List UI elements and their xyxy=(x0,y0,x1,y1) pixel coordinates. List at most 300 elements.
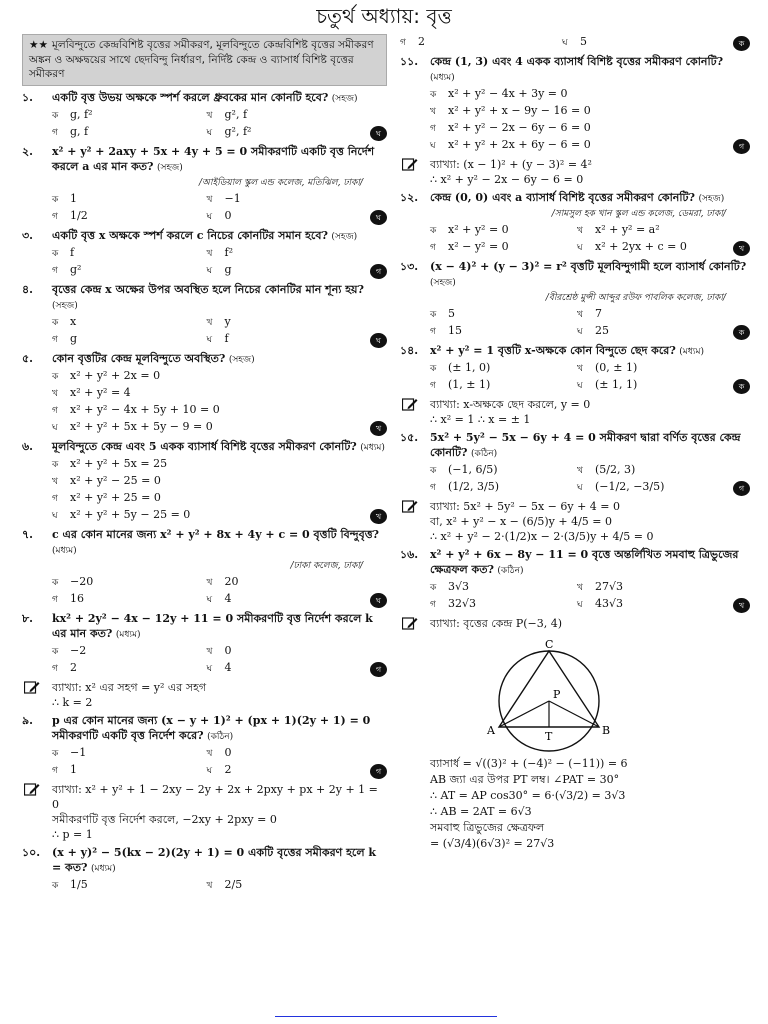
option-item[interactable] xyxy=(207,107,362,124)
question-item xyxy=(22,713,387,779)
question-text: বৃত্তের কেন্দ্র x অক্ষের উপর অবস্থিত হলে নিচের কোনটির মান শূন্য হয়? xyxy=(52,282,364,296)
option-item[interactable] xyxy=(207,208,362,225)
source-citation: /সামসুল হক খান স্কুল এন্ড কলেজ, ডেমরা, ঢাকা/ xyxy=(551,209,726,219)
answer-badge: গ xyxy=(370,764,387,779)
explanation-line: ব্যাখ্যা: x² + y² + 1 − 2xy − 2y + 2x + 2pxy + px + 2y + 1 = 0 xyxy=(52,782,378,811)
option-item[interactable] xyxy=(430,103,724,120)
option-text: −1 xyxy=(70,745,87,759)
question-item xyxy=(22,144,387,225)
option-text: x² + y² = a² xyxy=(595,223,660,236)
question-number: ১০. xyxy=(22,845,41,859)
option-text: g, f xyxy=(70,124,89,138)
options-group xyxy=(52,245,387,279)
option-item[interactable] xyxy=(577,306,724,323)
option-item[interactable] xyxy=(52,107,207,124)
options-group xyxy=(52,107,387,141)
question-text: (x − 4)² + (y − 3)² = r² বৃত্তটি মূলবিন্দুগামী হলে ব্যাসার্ধ কোনটি? xyxy=(430,260,747,273)
option-text: −20 xyxy=(70,574,94,588)
option-item[interactable] xyxy=(430,377,577,394)
option-item[interactable] xyxy=(207,574,362,591)
option-item[interactable] xyxy=(577,479,724,496)
pen-note-icon xyxy=(402,398,418,411)
option-text: f xyxy=(70,245,75,259)
option-item[interactable] xyxy=(207,124,362,141)
difficulty-tag: (সহজ) xyxy=(52,300,78,311)
label-a: A xyxy=(487,724,495,737)
options-group xyxy=(52,191,387,225)
question-number: ৫. xyxy=(22,351,33,365)
option-letter: ক xyxy=(430,364,437,374)
option-item[interactable] xyxy=(207,191,362,208)
option-text: 32√3 xyxy=(448,597,477,610)
question-number: ৬. xyxy=(22,439,33,453)
option-letter: খ xyxy=(577,583,583,593)
options-group xyxy=(430,462,750,496)
option-item[interactable] xyxy=(577,377,724,394)
option-text: x² + y² + 5x = 25 xyxy=(70,456,168,470)
option-item[interactable] xyxy=(577,222,724,239)
option-letter: ক xyxy=(52,459,59,470)
difficulty-tag: (মধ্যম) xyxy=(52,545,77,556)
explanation-block xyxy=(400,397,750,427)
option-text: y xyxy=(224,314,231,328)
option-letter: খ xyxy=(206,748,213,759)
explanation-line: ব্যাখ্যা: বৃত্তের কেন্দ্র P(−3, 4) xyxy=(430,617,563,630)
option-item[interactable] xyxy=(207,762,362,779)
option-text: (−1, 6/5) xyxy=(448,463,498,476)
explanation-line: সমীকরণটি বৃত্ত নির্দেশ করলে, −2xy + 2pxy = 0 xyxy=(52,812,277,826)
option-letter: ক xyxy=(430,310,437,320)
explanation-block xyxy=(400,616,750,631)
option-letter: খ xyxy=(206,880,213,891)
explanation-line: = (√3/4)(6√3)² = 27√3 xyxy=(430,837,555,850)
label-t: T xyxy=(545,730,553,743)
options-group xyxy=(52,456,387,524)
option-item[interactable] xyxy=(430,479,577,496)
options-group xyxy=(430,360,750,394)
option-item[interactable] xyxy=(430,462,577,479)
option-letter: গ xyxy=(52,663,58,674)
option-text: 27√3 xyxy=(595,580,624,593)
option-letter: খ xyxy=(577,310,583,320)
option-item[interactable] xyxy=(430,239,577,256)
pen-note-icon xyxy=(402,500,418,513)
option-letter: ঘ xyxy=(577,381,583,391)
option-text: x² + 2yx + c = 0 xyxy=(595,240,687,253)
option-letter: ঘ xyxy=(206,594,213,605)
question-number: ১২. xyxy=(400,191,419,204)
option-text: (5/2, 3) xyxy=(595,463,636,476)
options-group xyxy=(52,643,387,677)
option-letter: ঘ xyxy=(206,265,213,276)
option-letter: খ xyxy=(577,364,583,374)
option-item[interactable] xyxy=(430,323,577,340)
option-text: f xyxy=(224,331,229,345)
option-text: x² + y² + x − 9y − 16 = 0 xyxy=(448,104,591,117)
option-text: (−1/2, −3/5) xyxy=(595,480,665,493)
question-item xyxy=(400,190,750,256)
options-group xyxy=(430,86,750,154)
explanation-line: ব্যাসার্ধ = √((3)² + (−4)² − (−11)) = 6 xyxy=(430,757,628,770)
option-letter: গ xyxy=(52,765,58,776)
option-item[interactable] xyxy=(52,507,361,524)
option-item[interactable] xyxy=(430,360,577,377)
option-item[interactable] xyxy=(207,314,362,331)
question-number: ১১. xyxy=(400,55,419,68)
question-text: (x + y)² − 5(kx − 2)(2y + 1) = 0 একটি বৃত্তের সমীকরণ হলে k = কত? xyxy=(52,845,376,874)
option-item[interactable] xyxy=(52,124,207,141)
option-text: g², f xyxy=(224,107,248,121)
option-text: 1 xyxy=(70,191,77,205)
pen-note-icon xyxy=(24,681,40,694)
option-letter: গ xyxy=(52,493,58,504)
option-text: (1, ± 1) xyxy=(448,378,491,391)
option-text: (± 1, 0) xyxy=(448,361,491,374)
option-letter: ঘ xyxy=(577,483,583,493)
segment-pa xyxy=(499,701,549,727)
question-text: p এর কোন মানের জন্য (x − y + 1)² + (px + 1)(2y + 1) = 0 সমীকরণটি একটি বৃত্ত নির্দেশ করে? xyxy=(52,713,371,742)
question-item xyxy=(400,343,750,394)
option-letter: ঘ xyxy=(562,38,568,48)
option-letter: গ xyxy=(430,483,436,493)
explanation-line: ∴ AB = 2AT = 6√3 xyxy=(430,805,532,818)
options-group xyxy=(52,314,387,348)
option-item[interactable] xyxy=(430,86,724,103)
option-letter: ঘ xyxy=(577,600,583,610)
option-item[interactable] xyxy=(430,306,577,323)
question-number: ৪. xyxy=(22,282,33,296)
option-item[interactable] xyxy=(430,120,724,137)
option-item[interactable] xyxy=(577,239,724,256)
question-text: মূলবিন্দুতে কেন্দ্র এবং 5 একক ব্যাসার্ধ বিশিষ্ট বৃত্তের সমীকরণ কোনটি? xyxy=(52,439,357,453)
option-text: x² + y² = 0 xyxy=(448,223,509,236)
option-item[interactable] xyxy=(52,456,361,473)
option-letter: গ xyxy=(52,594,58,605)
option-letter: গ xyxy=(52,334,58,345)
option-letter: ক xyxy=(52,194,59,205)
option-item[interactable] xyxy=(207,660,362,677)
option-letter: ঘ xyxy=(206,127,213,138)
question-text: একটি বৃত্ত x অক্ষকে স্পর্শ করলে c নিচের কোনটির সমান হবে? xyxy=(52,228,328,242)
option-item[interactable] xyxy=(52,490,361,507)
question-number: ৩. xyxy=(22,228,33,242)
question-item xyxy=(22,351,387,436)
continued-options xyxy=(400,34,750,51)
answer-badge: খ xyxy=(733,241,750,256)
option-letter: গ xyxy=(430,327,436,337)
option-letter: খ xyxy=(430,107,436,117)
options-group xyxy=(52,745,387,779)
option-text: x² + y² − 25 = 0 xyxy=(70,473,161,487)
explanation-line: ∴ AT = AP cos30° = 6·(√3/2) = 3√3 xyxy=(430,789,626,802)
option-letter: ক xyxy=(52,880,59,891)
option-item[interactable] xyxy=(52,643,207,660)
option-item[interactable] xyxy=(562,34,724,51)
options-group xyxy=(430,306,750,340)
explanation-line: ∴ k = 2 xyxy=(52,695,93,709)
option-text: x² + y² = 4 xyxy=(70,385,131,399)
answer-badge: ঘ xyxy=(370,126,387,141)
option-text: x² + y² − 2x − 6y − 6 = 0 xyxy=(448,121,591,134)
option-text: x xyxy=(70,314,77,328)
option-item[interactable] xyxy=(400,34,562,51)
option-letter: গ xyxy=(52,265,58,276)
option-item[interactable] xyxy=(52,745,207,762)
question-number: ১৬. xyxy=(400,548,419,561)
question-text: kx² + 2y² − 4x − 12y + 11 = 0 সমীকরণটি বৃত্ত নির্দেশ করলে k এর মান কত? xyxy=(52,611,373,640)
label-p: P xyxy=(553,688,561,701)
question-number: ১৪. xyxy=(400,344,419,357)
option-text: 15 xyxy=(448,324,462,337)
option-text: g², f² xyxy=(224,124,252,138)
explanation-block xyxy=(400,499,750,544)
option-item[interactable] xyxy=(577,579,724,596)
option-letter: গ xyxy=(430,381,436,391)
option-text: x² + y² + 25 = 0 xyxy=(70,490,161,504)
difficulty-tag: (মধ্যম) xyxy=(90,863,116,874)
option-text: g xyxy=(70,331,78,345)
option-item[interactable] xyxy=(52,314,207,331)
question-item xyxy=(22,90,387,141)
option-item[interactable] xyxy=(430,137,724,154)
question-number: ২. xyxy=(22,144,33,158)
answer-badge: ঘ xyxy=(370,333,387,348)
option-letter: গ xyxy=(430,600,436,610)
option-text: 2 xyxy=(224,762,232,776)
importance-stars: ★★ xyxy=(29,39,48,51)
explanation-line: ব্যাখ্যা: (x − 1)² + (y − 3)² = 4² xyxy=(430,158,592,171)
option-letter: ঘ xyxy=(577,327,583,337)
option-item[interactable] xyxy=(52,762,207,779)
answer-badge: ঘ xyxy=(370,593,387,608)
option-text: x² + y² + 5x + 5y − 9 = 0 xyxy=(70,419,213,433)
options-group xyxy=(52,877,387,894)
option-item[interactable] xyxy=(52,385,361,402)
explanation-line: ∴ x² + y² − 2x − 6y − 6 = 0 xyxy=(430,173,584,186)
question-text: একটি বৃত্ত উভয় অক্ষকে স্পর্শ করলে ধ্রুবকের মান কোনটি হবে? xyxy=(52,90,329,104)
page-title: চতুর্থ অধ্যায়: বৃত্ত xyxy=(316,4,452,28)
options-group xyxy=(430,579,750,613)
option-letter: খ xyxy=(206,317,213,328)
question-number: ১৩. xyxy=(400,260,419,273)
option-text: (± 1, 1) xyxy=(595,378,638,391)
answer-badge: গ xyxy=(370,662,387,677)
option-text: 1/5 xyxy=(70,877,88,891)
explanation-line: ∴ p = 1 xyxy=(52,827,93,841)
answer-badge: খ xyxy=(370,509,387,524)
option-item[interactable] xyxy=(52,574,207,591)
option-text: 2 xyxy=(70,660,77,674)
explanation-line: ব্যাখ্যা: 5x² + 5y² − 5x − 6y + 4 = 0 xyxy=(430,500,621,513)
option-letter: ক xyxy=(430,583,437,593)
option-text: g xyxy=(224,262,232,276)
explanation-block xyxy=(22,680,387,710)
pen-note-icon xyxy=(402,158,418,171)
explanation-line: ∴ x² + y² − 2·(1/2)x − 2·(3/5)y + 4/5 = 0 xyxy=(430,530,654,543)
option-text: 0 xyxy=(224,643,232,657)
option-item[interactable] xyxy=(207,262,362,279)
option-item[interactable] xyxy=(577,360,724,377)
option-letter: খ xyxy=(577,466,583,476)
option-text: 1/2 xyxy=(70,208,88,222)
topic-text: মূলবিন্দুতে কেন্দ্রবিশিষ্ট বৃত্তের সমীকরণ, মূলবিন্দুতে কেন্দ্রবিশিষ্ট বৃত্তের সমীকরণ অঙ্কন ও অক্ষদ্বয়ের সাথে ছেদবিন্দু নির্ধারণ, নির্দিষ্ট কেন্দ্র ও ব্যাসার্ধ বিশিষ্ট বৃত্তের সমীকরণ xyxy=(29,39,374,80)
question-text: x² + y² + 2axy + 5x + 4y + 5 = 0 সমীকরণটি একটি বৃত্ত নির্দেশ করলে a এর মান কত? xyxy=(52,144,375,173)
answer-badge: গ xyxy=(733,481,750,496)
option-text: x² + y² + 5y − 25 = 0 xyxy=(70,507,191,521)
option-item[interactable] xyxy=(52,245,207,262)
option-item[interactable] xyxy=(577,462,724,479)
option-text: x² + y² + 2x + 6y − 6 = 0 xyxy=(448,138,591,151)
option-letter: ক xyxy=(52,371,59,382)
option-letter: ঘ xyxy=(430,141,436,151)
option-item[interactable] xyxy=(52,419,361,436)
question-number: ৭. xyxy=(22,527,33,541)
answer-badge: ক xyxy=(733,36,750,51)
left-question-list xyxy=(22,90,387,894)
option-letter: ঘ xyxy=(206,765,213,776)
option-letter: ক xyxy=(52,110,59,121)
difficulty-tag: (মধ্যম) xyxy=(430,73,455,83)
answer-badge: খ xyxy=(733,598,750,613)
option-item[interactable] xyxy=(577,323,724,340)
final-explanation xyxy=(400,756,750,851)
right-column xyxy=(400,34,750,851)
option-item[interactable] xyxy=(207,877,362,894)
answer-badge: ক xyxy=(733,379,750,394)
explanation-line: ব্যাখ্যা: x-অক্ষকে ছেদ করলে, y = 0 xyxy=(430,398,591,411)
question-item xyxy=(400,430,750,496)
option-item[interactable] xyxy=(430,579,577,596)
difficulty-tag: (মধ্যম) xyxy=(115,629,141,640)
option-text: g, f² xyxy=(70,107,93,121)
option-text: 7 xyxy=(595,307,602,320)
option-item[interactable] xyxy=(52,877,207,894)
option-item[interactable] xyxy=(52,368,361,385)
answer-badge: ক xyxy=(733,325,750,340)
option-letter: ক xyxy=(52,248,59,259)
question-text: কেন্দ্র (0, 0) এবং a ব্যাসার্ধ বিশিষ্ট বৃত্তের সমীকরণ কোনটি? xyxy=(430,191,695,204)
question-text: c এর কোন মানের জন্য x² + y² + 8x + 4y + c = 0 বৃত্তটি বিন্দুবৃত্ত? xyxy=(52,527,380,541)
option-item[interactable] xyxy=(207,745,362,762)
difficulty-tag: (সহজ) xyxy=(331,93,358,104)
option-item[interactable] xyxy=(52,660,207,677)
question-text: কেন্দ্র (1, 3) এবং 4 একক ব্যাসার্ধ বিশিষ্ট বৃত্তের সমীকরণ কোনটি? xyxy=(430,55,724,68)
explanation-line: ব্যাখ্যা: x² এর সহগ = y² এর সহগ xyxy=(52,680,207,694)
question-item xyxy=(22,611,387,677)
answer-badge: খ xyxy=(370,421,387,436)
question-text: x² + y² = 1 বৃত্তটি x-অক্ষকে কোন বিন্দুতে ছেদ করে? xyxy=(430,344,676,357)
option-text: 2 xyxy=(418,35,425,48)
option-item[interactable] xyxy=(52,591,207,608)
option-letter: ক xyxy=(52,748,59,759)
option-item[interactable] xyxy=(577,596,724,613)
option-letter: খ xyxy=(206,110,213,121)
option-item[interactable] xyxy=(207,245,362,262)
option-text: −1 xyxy=(224,191,241,205)
difficulty-tag: (কঠিন) xyxy=(497,566,524,576)
option-text: 43√3 xyxy=(595,597,624,610)
difficulty-tag: (মধ্যম) xyxy=(360,442,385,453)
question-item xyxy=(22,527,387,608)
options-group xyxy=(430,222,750,256)
option-item[interactable] xyxy=(207,591,362,608)
option-letter: গ xyxy=(52,127,58,138)
option-letter: ঘ xyxy=(52,510,58,521)
option-letter: গ xyxy=(430,243,436,253)
difficulty-tag: (কঠিন) xyxy=(471,449,498,459)
option-letter: ঘ xyxy=(577,243,583,253)
option-text: 0 xyxy=(224,745,232,759)
option-text: f² xyxy=(224,245,233,259)
question-item xyxy=(400,54,750,154)
source-citation: /আইডিয়াল স্কুল এন্ড কলেজ, মতিঝিল, ঢাকা/ xyxy=(198,177,363,188)
question-item xyxy=(400,547,750,613)
options-group xyxy=(52,368,387,436)
option-letter: ক xyxy=(430,226,437,236)
option-item[interactable] xyxy=(52,402,361,419)
option-letter: খ xyxy=(206,646,213,657)
option-letter: গ xyxy=(400,38,406,48)
option-item[interactable] xyxy=(52,331,207,348)
question-number: ১. xyxy=(22,90,33,104)
option-text: 4 xyxy=(224,660,232,674)
option-letter: ক xyxy=(52,646,59,657)
option-text: (0, ± 1) xyxy=(595,361,638,374)
option-item[interactable] xyxy=(52,473,361,490)
label-c: C xyxy=(545,638,554,651)
option-letter: গ xyxy=(52,211,58,222)
explanation-line: বা, x² + y² − x − (6/5)y + 4/5 = 0 xyxy=(430,515,612,528)
explanation-line: ∴ x² = 1 ∴ x = ± 1 xyxy=(430,413,531,426)
option-text: 20 xyxy=(224,574,239,588)
option-text: 1 xyxy=(70,762,77,776)
option-item[interactable] xyxy=(207,331,362,348)
answer-badge: গ xyxy=(370,264,387,279)
option-letter: গ xyxy=(52,405,58,416)
option-letter: ঘ xyxy=(206,663,213,674)
difficulty-tag: (মধ্যম) xyxy=(679,347,704,357)
option-text: 25 xyxy=(595,324,609,337)
question-text: 5x² + 5y² − 5x − 6y + 4 = 0 সমীকরণ দ্বারা বর্ণিত বৃত্তের কেন্দ্র কোনটি? xyxy=(430,431,741,459)
option-letter: খ xyxy=(52,388,58,399)
option-item[interactable] xyxy=(52,208,207,225)
option-item[interactable] xyxy=(52,262,207,279)
option-item[interactable] xyxy=(430,596,577,613)
option-text: 4 xyxy=(224,591,232,605)
option-letter: খ xyxy=(577,226,583,236)
question-item xyxy=(22,439,387,524)
option-text: 5 xyxy=(580,35,587,48)
question-item xyxy=(22,282,387,348)
option-letter: খ xyxy=(206,194,213,205)
right-question-list xyxy=(400,54,750,631)
option-text: 2/5 xyxy=(224,877,243,891)
option-item[interactable] xyxy=(430,222,577,239)
difficulty-tag: (সহজ) xyxy=(430,278,456,288)
question-item xyxy=(22,845,387,894)
option-letter: ক xyxy=(52,577,59,588)
option-letter: ক xyxy=(52,317,59,328)
explanation-block xyxy=(22,782,387,842)
explanation-line: AB জ্যা এর উপর PT লম্ব। ∠PAT = 30° xyxy=(430,773,620,786)
option-item[interactable] xyxy=(52,191,207,208)
option-item[interactable] xyxy=(207,643,362,660)
question-item xyxy=(22,228,387,279)
option-text: x² + y² − 4x + 5y + 10 = 0 xyxy=(70,402,220,416)
difficulty-tag: (সহজ) xyxy=(228,354,255,365)
explanation-block xyxy=(400,157,750,187)
options-group xyxy=(52,574,387,608)
